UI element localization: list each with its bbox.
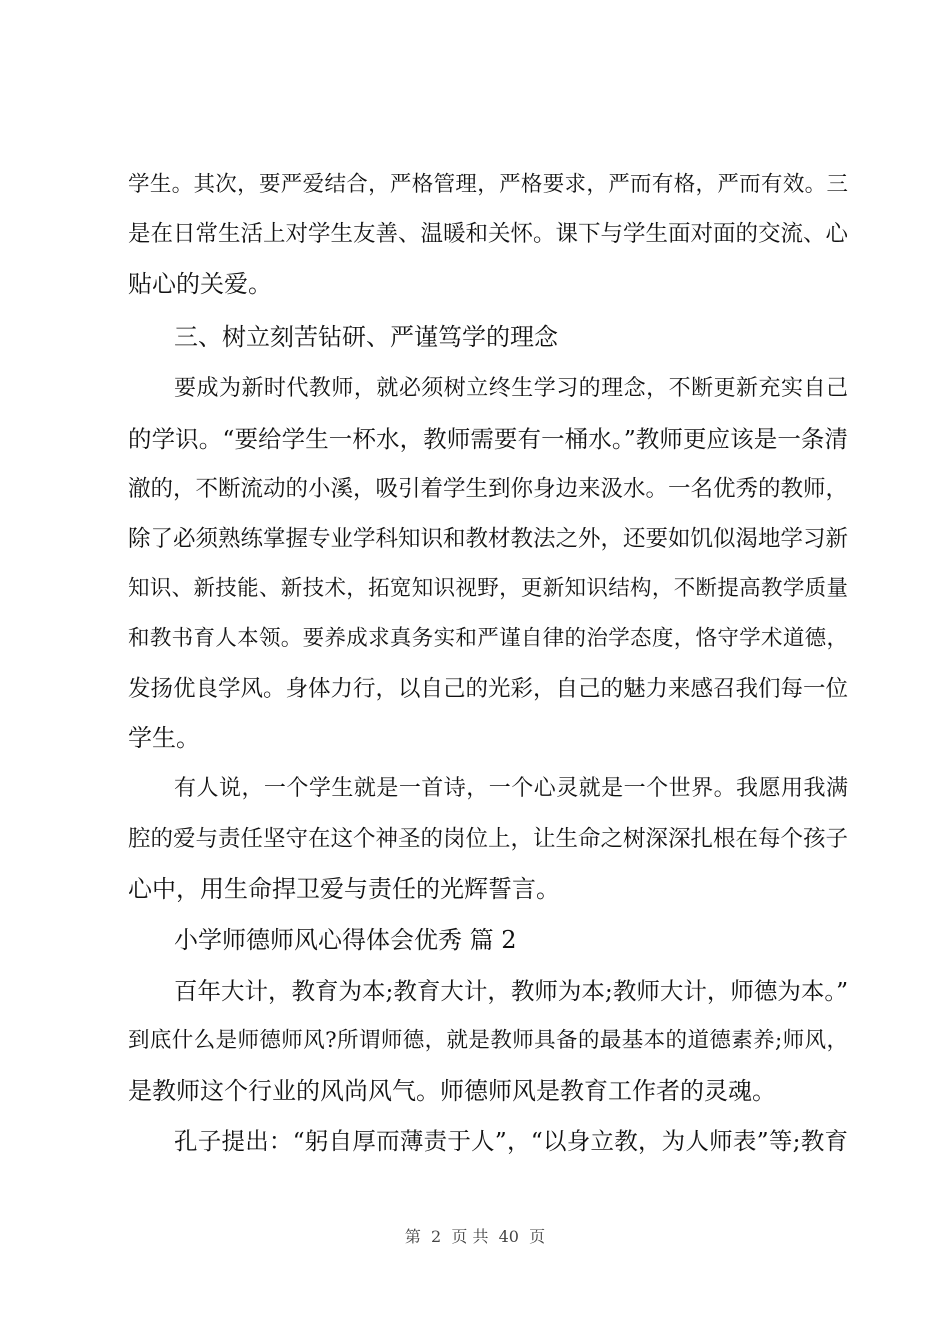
- paragraph-line: 要成为新时代教师，就必须树立终生学习的理念，不断更新充实自己: [174, 376, 848, 401]
- article-heading: 小学师德师风心得体会优秀 篇 2: [174, 926, 517, 954]
- paragraph-line: 百年大计，教育为本;教育大计，教师为本;教师大计，师德为本。”: [174, 977, 849, 1005]
- paragraph-line: 除了必须熟练掌握专业学科知识和教材教法之外，还要如饥似渴地学习新: [128, 526, 849, 552]
- page-number-footer: 第 2 页 共 40 页: [404, 1227, 546, 1246]
- paragraph-line: 是在日常生活上对学生友善、温暖和关怀。课下与学生面对面的交流、心: [128, 221, 849, 247]
- paragraph-line: 贴心的关爱。: [128, 270, 272, 298]
- paragraph-line: 和教书育人本领。要养成求真务实和严谨自律的治学态度，恪守学术道德，: [128, 626, 848, 651]
- paragraph-line: 学生。其次，要严爱结合，严格管理，严格要求，严而有格，严而有效。三: [128, 172, 848, 197]
- paragraph-line: 孔子提出：“躬自厚而薄责于人”，“以身立教，为人师表”等;教育: [174, 1127, 848, 1155]
- paragraph-line: 学生。: [128, 724, 200, 752]
- paragraph-line: 心中，用生命捍卫爱与责任的光辉誓言。: [128, 875, 560, 903]
- paragraph-line: 是教师这个行业的风尚风气。师德师风是教育工作者的灵魂。: [128, 1077, 776, 1105]
- paragraph-line: 知识、新技能、新技术，拓宽知识视野，更新知识结构，不断提高教学质量: [128, 576, 848, 601]
- paragraph-line: 澈的，不断流动的小溪，吸引着学生到你身边来汲水。一名优秀的教师，: [128, 476, 849, 502]
- paragraph-line: 到底什么是师德师风?所谓师德，就是教师具备的最基本的道德素养;师风，: [128, 1028, 848, 1053]
- section-heading: 三、树立刻苦钻研、严谨笃学的理念: [174, 323, 558, 351]
- paragraph-line: 的学识。“要给学生一杯水，教师需要有一桶水。”教师更应该是一条清: [128, 425, 848, 453]
- paragraph-line: 发扬优良学风。身体力行，以自己的光彩，自己的魅力来感召我们每一位: [128, 676, 849, 702]
- paragraph-line: 腔的爱与责任坚守在这个神圣的岗位上，让生命之树深深扎根在每个孩子: [128, 826, 849, 852]
- paragraph-line: 有人说，一个学生就是一首诗，一个心灵就是一个世界。我愿用我满: [174, 776, 848, 801]
